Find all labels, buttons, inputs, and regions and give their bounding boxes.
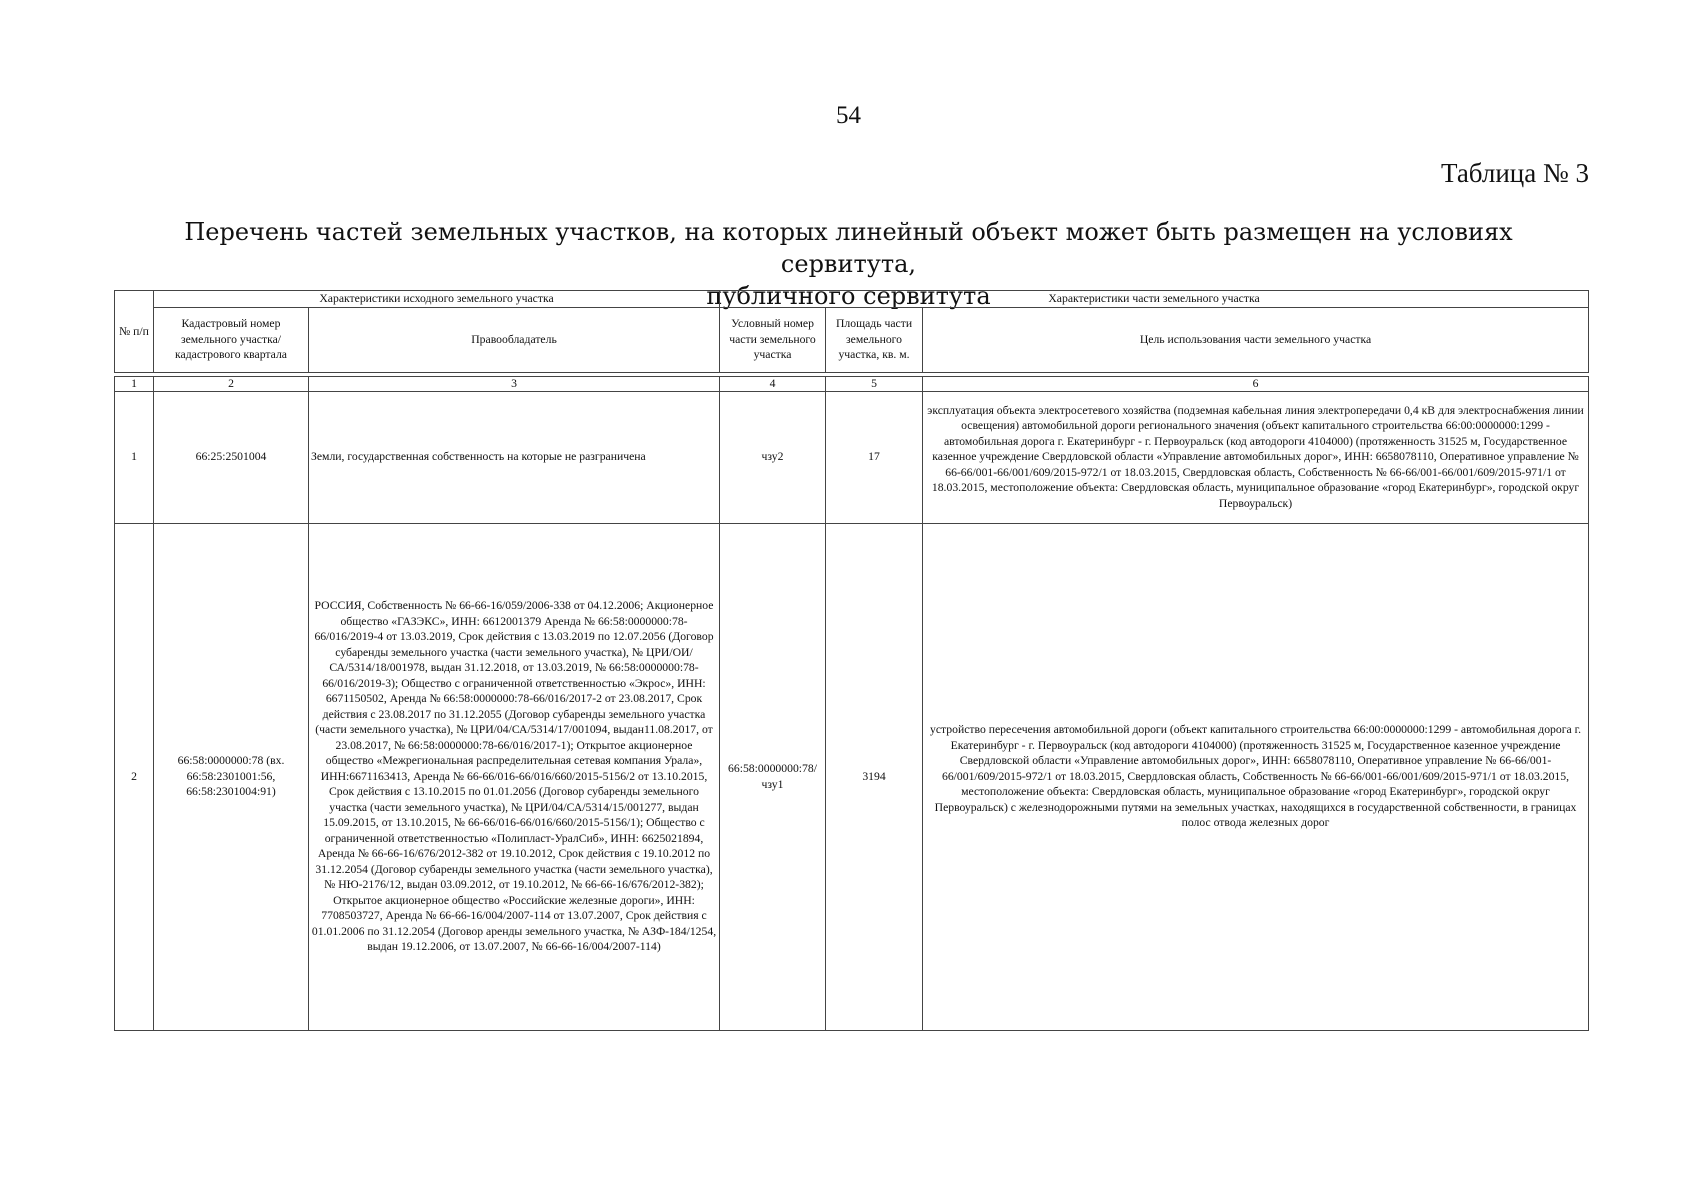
row-usage-purpose: устройство пересечения автомобильной дороги (объект капитального строительства 66:00:0000000:1299 - автомобильная дорога г. Екатеринбург - г. Первоуральск (код автодороги 4104000) (протяженность 31525 м, Государственное казенное учреждение Свердловской области «Управление автомобильных дорог», ИНН: 6658078110, Оперативное управление № 66-66/001-66/001/609/2015-972/1 от 18.03.2015, Свердловская область, Собственность № 66-66/001-66/001/609/2015-971/1 от 18.03.2015, местоположение объекта: Свердловская область, муниципальное образование «город Екатеринбург», городской округ Первоуральск) с железнодорожными путями на земельных участках, находящихся в государственной собственности, в границах полос отвода железных дорог [923,523,1589,1030]
servitude-table [114,290,1589,1031]
row-rights-holder: Земли, государственная собственность на которые не разграничена [309,391,720,523]
table-group-header-row [115,291,1589,308]
column-number: 4 [720,376,826,391]
column-number: 3 [309,376,720,391]
header-usage-purpose: Цель использования части земельного участка [923,307,1589,372]
row-num: 2 [115,523,154,1030]
column-number: 2 [154,376,309,391]
row-usage-purpose: эксплуатация объекта электросетевого хозяйства (подземная кабельная линия электропередачи 0,4 кВ для электроснабжения линии освещения) автомобильной дороги регионального значения (объект капитального строительства 66:00:0000000:1299 - автомобильная дорога г. Екатеринбург - г. Первоуральск (код автодороги 4104000) (протяженность 31525 м, Государственное казенное учреждение Свердловской области «Управление автомобильных дорог», ИНН: 6658078110, Оперативное управление № 66-66/001-66/001/609/2015-972/1 от 18.03.2015, Свердловская область, Собственность № 66-66/001-66/001/609/2015-971/1 от 18.03.2015, местоположение объекта: Свердловская область, муниципальное образование «город Екатеринбург», городской округ Первоуральск) [923,391,1589,523]
row-part-area: 17 [826,391,923,523]
table-header-row [115,307,1589,372]
header-rights-holder: Правообладатель [309,307,720,372]
row-part-number: чзу2 [720,391,826,523]
table-row [115,523,1589,1030]
group-header-source-plot: Характеристики исходного земельного участка [154,291,720,308]
document-title-line-1: Перечень частей земельных участков, на которых линейный объект может быть размещен на условиях сервитута, [184,218,1513,278]
row-rights-holder: РОССИЯ, Собственность № 66-66-16/059/2006-338 от 04.12.2006; Акционерное общество «ГАЗЭКС», ИНН: 6612001379 Аренда № 66:58:0000000:78-66/016/2019-4 от 13.03.2019, Срок действия с 13.03.2019 по 12.07.2056 (Договор субаренды земельного участка (части земельного участка), № ЦРИ/ОИ/СА/5314/18/001978, выдан 31.12.2018, от 13.03.2019, № 66:58:0000000:78-66/016/2019-3); Общество с ограниченной ответственностью «Экрос», ИНН: 6671150502, Аренда № 66:58:0000000:78-66/016/2017-2 от 23.08.2017, Срок действия с 23.08.2017 по 31.12.2055 (Договор субаренды земельного участка (части земельного участка), № ЦРИ/04/СА/5314/17/001094, выдан11.08.2017, от 23.08.2017, № 66:58:0000000:78-66/016/2017-1); Открытое акционерное общество «Межрегиональная распределительная сетевая компания Урала», ИНН:6671163413, Аренда № 66-66/016-66/016/660/2015-5156/2 от 13.10.2015, Срок действия с 13.10.2015 по 01.01.2056 (Договор субаренды земельного участка (части земельного участка), № ЦРИ/04/СА/5314/15/001277, выдан 15.09.2015, от 13.10.2015, № 66-66/016-66/016/660/2015-5156/1); Общество с ограниченной ответственностью «Полипласт-УралСиб», ИНН: 6625021894, Аренда № 66-66-16/676/2012-382 от 19.10.2012, Срок действия с 19.10.2012 по 31.12.2054 (Договор субаренды земельного участка (части земельного участка), № НЮ-2176/12, выдан 03.09.2012, от 19.10.2012, № 66-66-16/676/2012-382); Открытое акционерное общество «Российские железные дороги», ИНН: 7708503727, Аренда № 66-66-16/004/2007-114 от 13.07.2007, Срок действия с 01.01.2006 по 31.12.2054 (Договор аренды земельного участка, № АЗФ-184/1254, выдан 19.12.2006, от 13.07.2007, № 66-66-16/004/2007-114) [309,523,720,1030]
column-number-row [115,376,1589,391]
header-part-area: Площадь части земельного участка, кв. м. [826,307,923,372]
table-label: Таблица № 3 [1441,158,1589,188]
column-number: 6 [923,376,1589,391]
header-cadastral-number: Кадастровый номер земельного участка/кадастрового квартала [154,307,309,372]
row-cadastral-number: 66:25:2501004 [154,391,309,523]
row-part-area: 3194 [826,523,923,1030]
column-number: 5 [826,376,923,391]
row-part-number: 66:58:0000000:78/чзу1 [720,523,826,1030]
page-number: 54 [836,102,861,129]
row-cadastral-number: 66:58:0000000:78 (вх. 66:58:2301001:56, 66:58:2301004:91) [154,523,309,1030]
column-number: 1 [115,376,154,391]
row-num: 1 [115,391,154,523]
table-row [115,391,1589,523]
header-num: № п/п [115,291,154,373]
header-part-number: Условный номер части земельного участка [720,307,826,372]
document-title-line-2: публичного сервитута [706,282,991,310]
group-header-plot-part: Характеристики части земельного участка [720,291,1589,308]
